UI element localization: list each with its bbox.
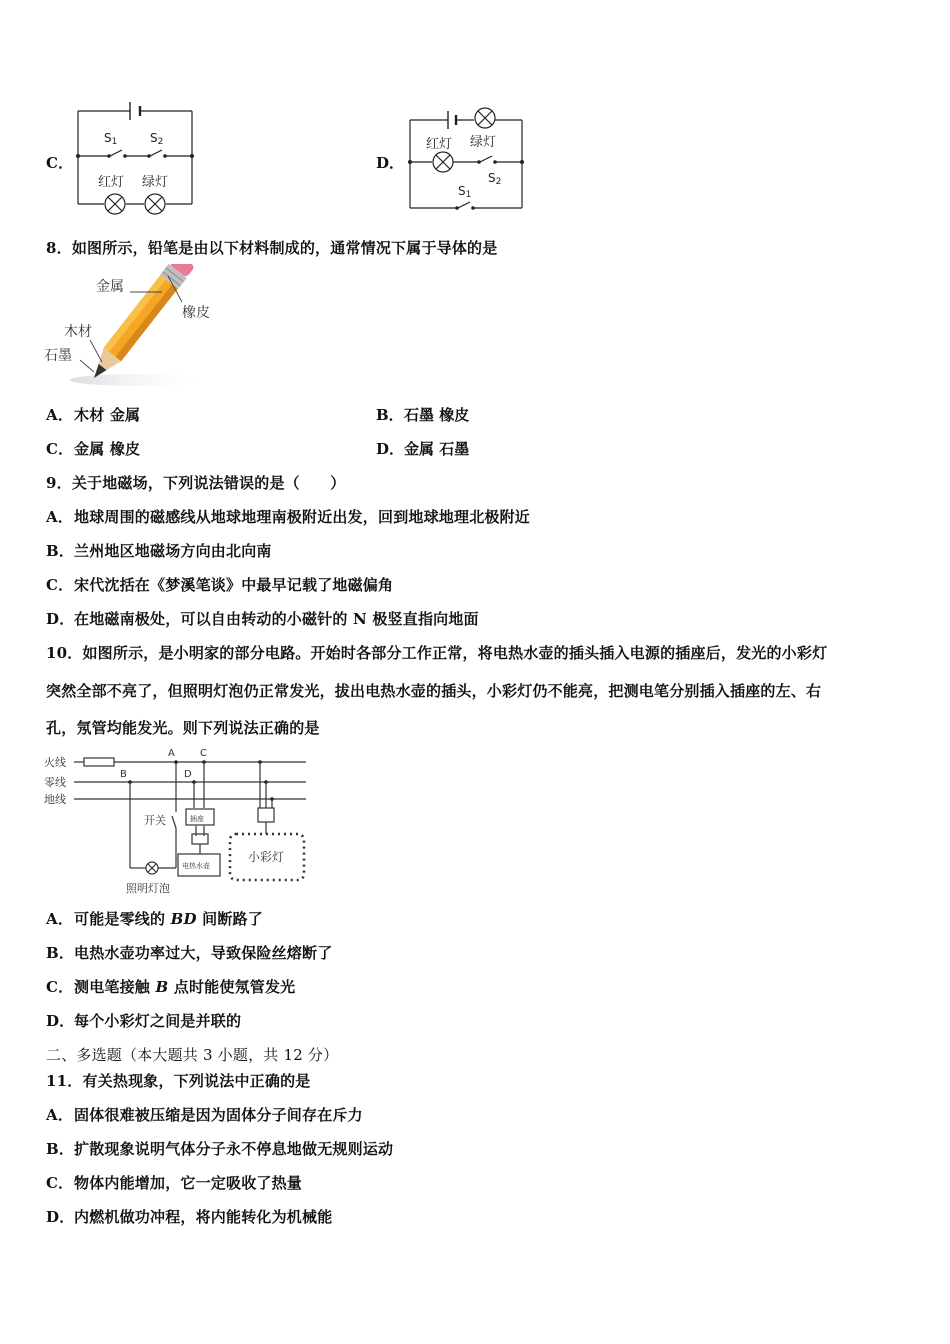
q7d-s2-sub: 2 <box>495 177 502 187</box>
q9-option-d[interactable] <box>46 608 479 629</box>
q9-stem: 9．关于地磁场，下列说法错误的是（ ） <box>46 474 346 492</box>
q9-option-c-label: C． <box>46 576 74 594</box>
q10-option-a-label: A． <box>46 910 74 928</box>
q8-option-a[interactable] <box>46 404 140 425</box>
q8-option-b-label: B． <box>376 406 404 424</box>
q8-stem: 8．如图所示，铅笔是由以下材料制成的，通常情况下属于导体的是 <box>46 239 498 257</box>
q11-option-a[interactable] <box>46 1104 363 1125</box>
section-2-title: 二、多选题（本大题共 3 小题，共 12 分） <box>46 1046 339 1064</box>
q8-label-rubber: 橡皮 <box>182 305 210 321</box>
q10-label-neutral: 零线 <box>44 776 66 789</box>
q11-option-b-text: 扩散现象说明气体分子永不停息地做无规则运动 <box>74 1140 394 1158</box>
q9-option-c[interactable] <box>46 574 393 595</box>
q8-option-d[interactable] <box>376 438 469 459</box>
q11-option-c-label: C． <box>46 1174 74 1192</box>
q8-option-a-label: A． <box>46 406 74 424</box>
q11-option-d-text: 内燃机做功冲程，将内能转化为机械能 <box>74 1208 333 1226</box>
svg-text:S1 <box>104 131 117 147</box>
q7c-s1-label: S <box>104 131 112 145</box>
q7c-s1-sub: 1 <box>111 137 118 147</box>
q11-option-d[interactable] <box>46 1206 332 1227</box>
q8-option-c[interactable] <box>46 438 140 459</box>
q10-option-c[interactable] <box>46 976 295 997</box>
q7-option-d-label: D． <box>376 154 405 172</box>
q10-label-c: C <box>200 748 207 759</box>
svg-text:S2 <box>488 171 501 187</box>
q8-option-d-text: 金属 石墨 <box>404 440 470 458</box>
q10-label-switch: 开关 <box>144 814 166 827</box>
svg-text:S2 <box>150 131 163 147</box>
q10-label-b: B <box>120 769 127 780</box>
q8-label-wood: 木材 <box>64 324 92 340</box>
q7c-green-lamp-label: 绿灯 <box>142 175 169 190</box>
q10-option-c-pre: 测电笔接触 <box>74 978 156 996</box>
q7-option-d-circuit <box>402 100 530 216</box>
q11-option-c-text: 物体内能增加，它一定吸收了热量 <box>74 1174 303 1192</box>
q7d-s1-sub: 1 <box>465 190 472 200</box>
q10-option-c-math: B <box>155 978 169 996</box>
q11-option-a-text: 固体很难被压缩是因为固体分子间存在斥力 <box>74 1106 363 1124</box>
q10-label-ground: 地线 <box>44 793 66 806</box>
q11-stem: 11．有关热现象，下列说法中正确的是 <box>46 1072 311 1090</box>
q11-option-b-label: B． <box>46 1140 75 1158</box>
q8-option-c-label: C． <box>46 440 74 458</box>
q10-option-b-label: B． <box>46 944 75 962</box>
q10-label-socket: 插座 <box>190 815 204 823</box>
q9-option-a-text: 地球周围的磁感线从地球地理南极附近出发，回到地球地理北极附近 <box>74 508 531 526</box>
q10-label-lights: 小彩灯 <box>248 850 285 864</box>
q10-label-live: 火线 <box>44 756 66 769</box>
q7-option-c-circuit <box>70 96 200 218</box>
q10-option-d-text: 每个小彩灯之间是并联的 <box>74 1012 242 1030</box>
q7d-s2-label: S <box>488 171 496 185</box>
q10-option-b-text: 电热水壶功率过大，导致保险丝熔断了 <box>74 944 333 962</box>
svg-text:S1 <box>458 184 471 200</box>
q9-option-b-label: B． <box>46 542 75 560</box>
q10-option-a-math: BD <box>170 910 197 928</box>
q10-stem-line-2: 突然全部不亮了，但照明灯泡仍正常发光，拔出电热水壶的插头，小彩灯仍不能亮，把测电笔分别插入插座的左、右 <box>46 682 822 700</box>
q7c-s2-label: S <box>150 131 158 145</box>
q11-option-c[interactable] <box>46 1172 302 1193</box>
q10-household-circuit <box>44 746 312 896</box>
q10-option-c-label: C． <box>46 978 74 996</box>
q10-label-kettle: 电热水壶 <box>182 862 210 870</box>
q7-option-c-label: C． <box>46 154 74 172</box>
q10-label-a: A <box>168 748 175 759</box>
q7c-s2-sub: 2 <box>157 137 164 147</box>
q8-label-metal: 金属 <box>96 279 124 295</box>
q10-option-a[interactable] <box>46 908 263 929</box>
q11-option-b[interactable] <box>46 1138 393 1159</box>
q8-option-b[interactable] <box>376 404 469 425</box>
q7d-s1-label: S <box>458 184 466 198</box>
q10-option-a-pre: 可能是零线的 <box>74 910 171 928</box>
q9-option-a-label: A． <box>46 508 74 526</box>
q9-option-a[interactable] <box>46 506 530 527</box>
q9-option-d-label: D． <box>46 610 75 628</box>
q10-stem-line-1: 10．如图所示，是小明家的部分电路。开始时各部分工作正常，将电热水壶的插头插入电源的插座后，发光的小彩灯 <box>46 644 828 662</box>
q9-option-b[interactable] <box>46 540 272 561</box>
q7d-green-lamp-label: 绿灯 <box>470 135 497 150</box>
q8-pencil-figure <box>44 264 224 390</box>
q10-option-d-label: D． <box>46 1012 75 1030</box>
q11-option-a-label: A． <box>46 1106 74 1124</box>
q8-label-graphite: 石墨 <box>44 348 72 364</box>
q10-label-bulb: 照明灯泡 <box>126 882 170 895</box>
q8-option-d-label: D． <box>376 440 405 458</box>
q10-option-b[interactable] <box>46 942 332 963</box>
q9-option-d-text: 在地磁南极处，可以自由转动的小磁针的 N 极竖直指向地面 <box>74 610 479 628</box>
q10-stem-line-3: 孔，氖管均能发光。则下列说法正确的是 <box>46 719 320 737</box>
q10-option-a-post: 间断路了 <box>196 910 263 928</box>
q10-option-d[interactable] <box>46 1010 241 1031</box>
q7c-red-lamp-label: 红灯 <box>98 175 125 190</box>
q9-option-c-text: 宋代沈括在《梦溪笔谈》中最早记载了地磁偏角 <box>74 576 394 594</box>
q8-option-b-text: 石墨 橡皮 <box>404 406 470 424</box>
q7d-red-lamp-label: 红灯 <box>426 137 453 152</box>
q10-option-c-post: 点时能使氖管发光 <box>168 978 296 996</box>
q10-label-d: D <box>184 769 192 780</box>
q11-option-d-label: D． <box>46 1208 75 1226</box>
q9-option-b-text: 兰州地区地磁场方向由北向南 <box>74 542 272 560</box>
q8-option-a-text: 木材 金属 <box>74 406 141 424</box>
q8-option-c-text: 金属 橡皮 <box>74 440 141 458</box>
